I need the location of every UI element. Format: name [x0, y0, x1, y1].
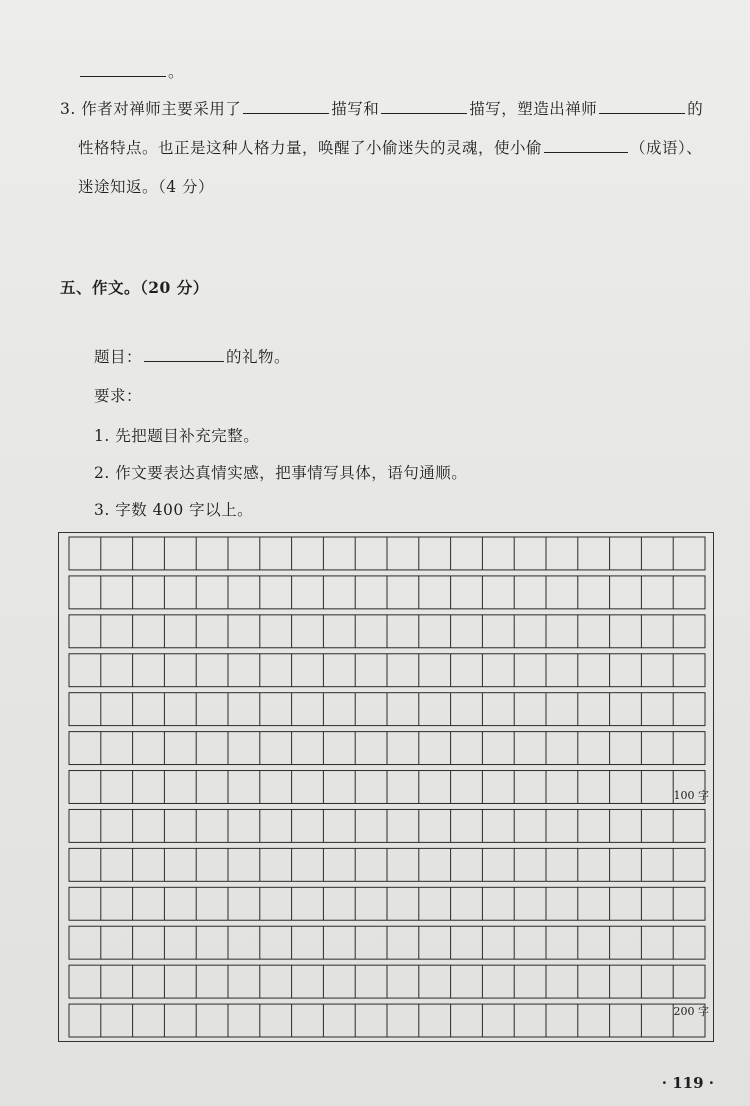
grid-row — [69, 771, 705, 804]
grid-row — [69, 848, 705, 881]
blank-idiom[interactable] — [544, 151, 628, 153]
question-3-line-3 — [78, 175, 214, 197]
word-count-mark-200: 200 字 — [673, 1005, 709, 1018]
blank[interactable] — [80, 75, 166, 77]
question-3-line-2 — [78, 136, 702, 158]
blank-topic[interactable] — [144, 360, 224, 362]
grid-row — [69, 693, 705, 726]
grid-row — [69, 654, 705, 687]
grid-row — [69, 615, 705, 648]
grid-row — [69, 732, 705, 765]
requirement-3: 3. 字数 400 字以上。 — [94, 501, 254, 519]
requirement-1: 1. 先把题目补充完整。 — [94, 427, 260, 445]
q3-text-d: 的 — [687, 100, 704, 118]
grid-lines — [59, 533, 715, 1043]
requirement-2: 2. 作文要表达真情实感，把事情写具体，语句通顺。 — [94, 464, 468, 482]
question-3-line-1 — [60, 97, 703, 119]
requirements-label: 要求： — [94, 387, 143, 405]
essay-writing-grid[interactable] — [58, 532, 714, 1042]
grid-row — [69, 887, 705, 920]
q3-text-f: （成语）、 — [630, 139, 703, 157]
topic-suffix: 的礼物。 — [226, 348, 291, 366]
q3-text-a: 3. 作者对禅师主要采用了 — [60, 100, 242, 118]
blank-description-2[interactable] — [381, 112, 467, 114]
grid-row — [69, 576, 705, 609]
topic-label: 题目： — [94, 348, 143, 366]
line-end-period: 。 — [168, 63, 185, 81]
word-count-mark-100: 100 字 — [673, 789, 709, 802]
essay-topic — [94, 345, 290, 367]
blank-character-trait[interactable] — [599, 112, 685, 114]
blank-description-1[interactable] — [243, 112, 329, 114]
grid-row — [69, 926, 705, 959]
grid-row — [69, 1004, 705, 1037]
q3-text-g: 迷途知返。（4 分） — [78, 178, 215, 196]
q3-text-e: 性格特点。也正是这种人格力量，唤醒了小偷迷失的灵魂，使小偷 — [78, 139, 543, 157]
page-number: · 119 · — [661, 1074, 714, 1092]
grid-row — [69, 965, 705, 998]
q3-text-b: 描写和 — [331, 100, 380, 118]
q3-text-c: 描写，塑造出禅师 — [469, 100, 598, 118]
answer-line-continuation — [78, 60, 184, 82]
grid-row — [69, 809, 705, 842]
essay-heading: 五、作文。（20 分） — [60, 278, 209, 297]
grid-row — [69, 537, 705, 570]
